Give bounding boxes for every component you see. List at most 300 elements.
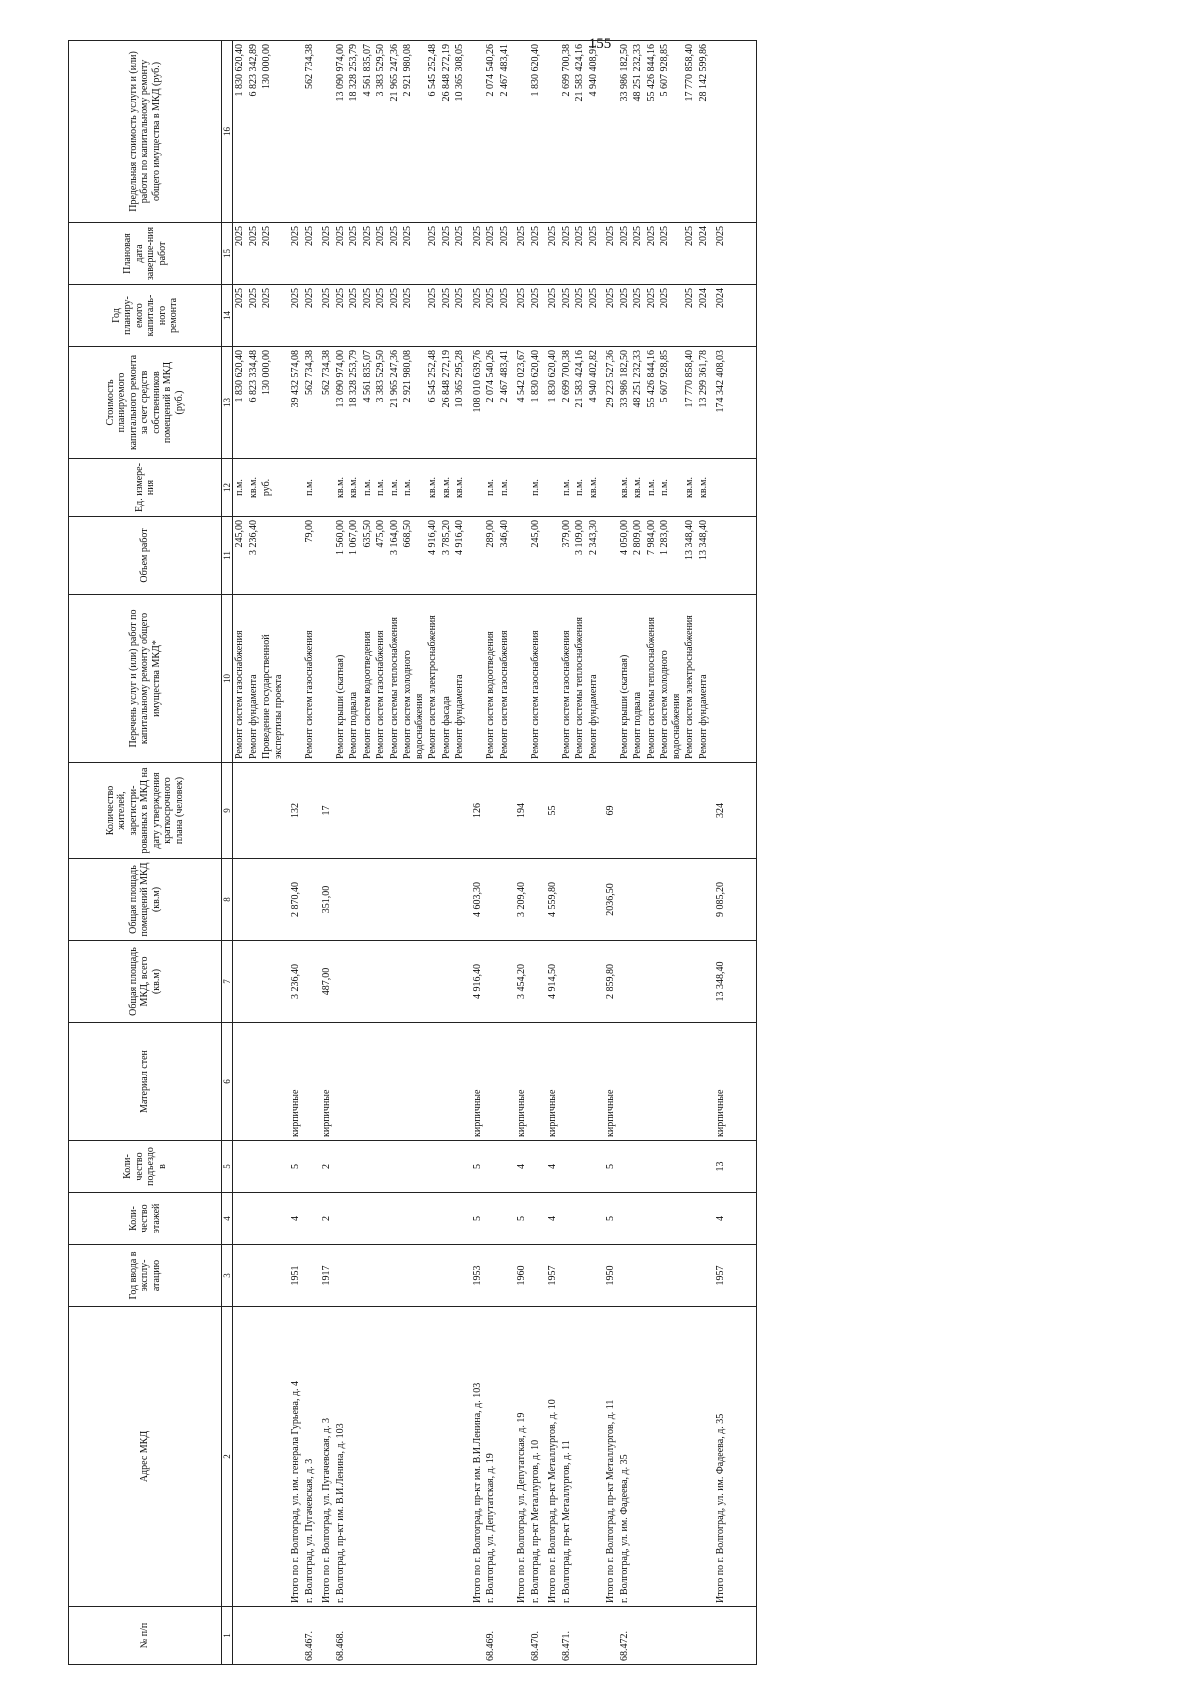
cell-year: 2025 bbox=[618, 285, 632, 347]
cell-end: 2025 bbox=[374, 223, 388, 285]
cell-vol: 3 236,40 bbox=[247, 517, 261, 595]
cell-year: 2025 bbox=[453, 285, 467, 347]
cell-entr: 2 bbox=[316, 1141, 334, 1193]
page-number: 155 bbox=[588, 36, 612, 52]
cell-unit: п.м. bbox=[303, 459, 317, 517]
cell-floors: 4 bbox=[542, 1193, 560, 1245]
cell-entr bbox=[233, 1141, 247, 1193]
cell-limit bbox=[511, 41, 529, 223]
cell-end: 2024 bbox=[697, 223, 711, 285]
cell-year: 2025 bbox=[645, 285, 659, 347]
cell-work: Ремонт систем газоснабжения bbox=[303, 595, 317, 763]
cell-num bbox=[388, 1607, 402, 1665]
column-header-3: Год ввода в эксплу-атацию bbox=[69, 1245, 222, 1307]
cell-built: 1953 bbox=[467, 1245, 485, 1307]
column-header-4: Коли-чество этажей bbox=[69, 1193, 222, 1245]
cell-entr bbox=[361, 1141, 375, 1193]
total-row bbox=[285, 41, 303, 1665]
cell-people bbox=[260, 763, 285, 859]
cell-work: Ремонт системы теплоснабжения bbox=[388, 595, 402, 763]
cell-vol: 379,00 bbox=[560, 517, 574, 595]
cell-vol bbox=[467, 517, 485, 595]
cell-work: Ремонт систем газоснабжения bbox=[233, 595, 247, 763]
cell-area bbox=[658, 941, 683, 1023]
cell-built bbox=[573, 1245, 587, 1307]
cell-area bbox=[697, 941, 711, 1023]
cell-area2 bbox=[498, 859, 512, 941]
cell-area: 2 859,80 bbox=[600, 941, 618, 1023]
cell-address bbox=[440, 1307, 454, 1607]
cell-walls bbox=[426, 1023, 440, 1141]
cell-unit bbox=[511, 459, 529, 517]
cell-address bbox=[247, 1307, 261, 1607]
cell-area bbox=[426, 941, 440, 1023]
cell-year: 2025 bbox=[467, 285, 485, 347]
cell-vol: 13 348,40 bbox=[697, 517, 711, 595]
cell-area: 13 348,40 bbox=[710, 941, 757, 1023]
column-number-row bbox=[222, 41, 233, 1665]
cell-area2 bbox=[631, 859, 645, 941]
cell-address: г. Волгоград, ул. Пугачевская, д. 3 bbox=[303, 1307, 317, 1607]
cell-floors bbox=[334, 1193, 348, 1245]
cell-area2 bbox=[453, 859, 467, 941]
cell-vol: 635,50 bbox=[361, 517, 375, 595]
cell-cost: 33 986 182,50 bbox=[618, 347, 632, 459]
cell-work bbox=[511, 595, 529, 763]
cell-limit: 2 074 540,26 bbox=[484, 41, 498, 223]
cell-walls bbox=[247, 1023, 261, 1141]
cell-end: 2025 bbox=[529, 223, 543, 285]
cell-area bbox=[388, 941, 402, 1023]
cell-year: 2025 bbox=[511, 285, 529, 347]
cell-area2 bbox=[573, 859, 587, 941]
cell-address: Итого по г. Волгоград, ул. Депутатская, д. 19 bbox=[511, 1307, 529, 1607]
column-number-8: 8 bbox=[222, 859, 233, 941]
cell-vol: 2 809,00 bbox=[631, 517, 645, 595]
cell-end: 2025 bbox=[347, 223, 361, 285]
cell-num: 68.467. bbox=[303, 1607, 317, 1665]
cell-address bbox=[233, 1307, 247, 1607]
cell-unit bbox=[542, 459, 560, 517]
cell-cost: 13 090 974,00 bbox=[334, 347, 348, 459]
cell-end: 2025 bbox=[631, 223, 645, 285]
cell-unit: п.м. bbox=[374, 459, 388, 517]
cell-walls bbox=[618, 1023, 632, 1141]
cell-area bbox=[334, 941, 348, 1023]
cell-cost: 17 770 858,40 bbox=[683, 347, 697, 459]
table-row bbox=[645, 41, 659, 1665]
cell-people bbox=[697, 763, 711, 859]
cell-floors bbox=[631, 1193, 645, 1245]
cell-cost: 21 583 424,16 bbox=[573, 347, 587, 459]
cell-walls bbox=[334, 1023, 348, 1141]
rotated-table-container bbox=[68, 40, 1123, 1665]
table-row bbox=[683, 41, 697, 1665]
cell-people bbox=[361, 763, 375, 859]
cell-address bbox=[697, 1307, 711, 1607]
cell-built bbox=[498, 1245, 512, 1307]
cell-people bbox=[529, 763, 543, 859]
column-header-10: Перечень услуг и (или) работ по капитальному ремонту общего имущества МКД* bbox=[69, 595, 222, 763]
cell-year: 2025 bbox=[303, 285, 317, 347]
column-header-5: Коли-чество подъездо в bbox=[69, 1141, 222, 1193]
cell-limit: 28 142 599,86 bbox=[697, 41, 711, 223]
cell-area2 bbox=[374, 859, 388, 941]
column-header-6: Материал стен bbox=[69, 1023, 222, 1141]
cell-built bbox=[484, 1245, 498, 1307]
cell-year: 2024 bbox=[710, 285, 757, 347]
cell-area bbox=[618, 941, 632, 1023]
cell-limit: 2 467 483,41 bbox=[498, 41, 512, 223]
cell-cost: 562 734,38 bbox=[316, 347, 334, 459]
header-row bbox=[69, 41, 222, 1665]
column-header-12: Ед. измере-ния bbox=[69, 459, 222, 517]
cell-num: 68.471. bbox=[560, 1607, 574, 1665]
column-header-16: Предельная стоимость услуги и (или) работы по капитальному ремонту общего имущества в МКД (руб.) bbox=[69, 41, 222, 223]
cell-walls: кирпичные bbox=[316, 1023, 334, 1141]
cell-built bbox=[260, 1245, 285, 1307]
cell-year: 2025 bbox=[233, 285, 247, 347]
cell-people bbox=[374, 763, 388, 859]
cell-limit: 2 699 700,38 bbox=[560, 41, 574, 223]
cell-built bbox=[697, 1245, 711, 1307]
cell-area2 bbox=[361, 859, 375, 941]
cell-limit: 17 770 858,40 bbox=[683, 41, 697, 223]
cell-floors bbox=[645, 1193, 659, 1245]
cell-people bbox=[388, 763, 402, 859]
cell-vol: 346,40 bbox=[498, 517, 512, 595]
cell-unit: кв.м. bbox=[618, 459, 632, 517]
cell-walls bbox=[587, 1023, 601, 1141]
cell-built bbox=[303, 1245, 317, 1307]
cell-num bbox=[285, 1607, 303, 1665]
cell-area2 bbox=[247, 859, 261, 941]
cell-area bbox=[303, 941, 317, 1023]
column-header-8: Общая площадь помещений МКД (кв.м) bbox=[69, 859, 222, 941]
cell-walls bbox=[560, 1023, 574, 1141]
cell-built bbox=[388, 1245, 402, 1307]
cell-area2: 2036,50 bbox=[600, 859, 618, 941]
cell-limit: 6 823 342,89 bbox=[247, 41, 261, 223]
cell-built bbox=[529, 1245, 543, 1307]
table-row bbox=[247, 41, 261, 1665]
cell-walls bbox=[683, 1023, 697, 1141]
cell-people bbox=[631, 763, 645, 859]
cell-area2 bbox=[697, 859, 711, 941]
column-number-5: 5 bbox=[222, 1141, 233, 1193]
cell-end: 2025 bbox=[401, 223, 426, 285]
cell-floors bbox=[587, 1193, 601, 1245]
cell-num bbox=[631, 1607, 645, 1665]
column-header-14: Год планиру-емого капиталь-ного ремонта bbox=[69, 285, 222, 347]
cell-limit: 5 607 928,85 bbox=[658, 41, 683, 223]
cell-end: 2025 bbox=[560, 223, 574, 285]
cell-address bbox=[683, 1307, 697, 1607]
table-row bbox=[587, 41, 601, 1665]
cell-cost: 39 432 574,08 bbox=[285, 347, 303, 459]
cell-walls: кирпичные bbox=[710, 1023, 757, 1141]
cell-floors bbox=[573, 1193, 587, 1245]
cell-walls: кирпичные bbox=[285, 1023, 303, 1141]
cell-walls: кирпичные bbox=[542, 1023, 560, 1141]
total-row bbox=[710, 41, 757, 1665]
cell-work bbox=[710, 595, 757, 763]
cell-work bbox=[316, 595, 334, 763]
table-row bbox=[374, 41, 388, 1665]
cell-built bbox=[658, 1245, 683, 1307]
cell-area2 bbox=[426, 859, 440, 941]
cell-unit bbox=[467, 459, 485, 517]
cell-floors bbox=[453, 1193, 467, 1245]
cell-work: Ремонт систем водоотведения bbox=[484, 595, 498, 763]
cell-area2: 4 603,30 bbox=[467, 859, 485, 941]
cell-limit bbox=[316, 41, 334, 223]
cell-limit: 10 365 308,05 bbox=[453, 41, 467, 223]
cell-walls bbox=[388, 1023, 402, 1141]
column-number-7: 7 bbox=[222, 941, 233, 1023]
cell-end: 2025 bbox=[600, 223, 618, 285]
table-row bbox=[498, 41, 512, 1665]
cell-entr bbox=[347, 1141, 361, 1193]
cell-vol: 3 109,00 bbox=[573, 517, 587, 595]
table-row bbox=[388, 41, 402, 1665]
cell-built bbox=[453, 1245, 467, 1307]
cell-area: 3 236,40 bbox=[285, 941, 303, 1023]
table-row bbox=[529, 41, 543, 1665]
cell-entr bbox=[247, 1141, 261, 1193]
cell-address: г. Волгоград, ул. им. Фадеева, д. 35 bbox=[618, 1307, 632, 1607]
cell-work: Ремонт систем электроснабжения bbox=[426, 595, 440, 763]
cell-cost: 26 848 272,19 bbox=[440, 347, 454, 459]
cell-address: г. Волгоград, пр-кт Металлургов, д. 11 bbox=[560, 1307, 574, 1607]
cell-floors bbox=[484, 1193, 498, 1245]
cell-end: 2025 bbox=[511, 223, 529, 285]
column-header-15: Плановая дата заверше-ния работ bbox=[69, 223, 222, 285]
cell-limit: 18 328 253,79 bbox=[347, 41, 361, 223]
cell-num bbox=[233, 1607, 247, 1665]
cell-num: 68.469. bbox=[484, 1607, 498, 1665]
cell-area2 bbox=[334, 859, 348, 941]
cell-entr bbox=[587, 1141, 601, 1193]
cell-vol: 245,00 bbox=[529, 517, 543, 595]
cell-entr bbox=[303, 1141, 317, 1193]
cell-cost: 562 734,38 bbox=[303, 347, 317, 459]
cell-area bbox=[498, 941, 512, 1023]
table-body bbox=[233, 41, 757, 1665]
cell-year: 2025 bbox=[560, 285, 574, 347]
cell-cost: 108 010 639,76 bbox=[467, 347, 485, 459]
cell-vol: 668,50 bbox=[401, 517, 426, 595]
cell-area2 bbox=[658, 859, 683, 941]
table-row bbox=[361, 41, 375, 1665]
cell-unit bbox=[316, 459, 334, 517]
cell-area2: 4 559,80 bbox=[542, 859, 560, 941]
table-row bbox=[334, 41, 348, 1665]
cell-unit: п.м. bbox=[658, 459, 683, 517]
cell-area bbox=[683, 941, 697, 1023]
cell-work: Ремонт систем электроснабжения bbox=[683, 595, 697, 763]
column-number-4: 4 bbox=[222, 1193, 233, 1245]
cell-floors bbox=[374, 1193, 388, 1245]
cell-year: 2025 bbox=[374, 285, 388, 347]
cell-limit bbox=[467, 41, 485, 223]
cell-cost: 6 823 334,48 bbox=[247, 347, 261, 459]
cell-vol: 1 283,00 bbox=[658, 517, 683, 595]
cell-num bbox=[587, 1607, 601, 1665]
cell-entr: 4 bbox=[542, 1141, 560, 1193]
cell-work: Ремонт системы теплоснабжения bbox=[645, 595, 659, 763]
cell-cost: 174 342 408,03 bbox=[710, 347, 757, 459]
cell-people: 17 bbox=[316, 763, 334, 859]
cell-people: 55 bbox=[542, 763, 560, 859]
cell-people bbox=[573, 763, 587, 859]
cell-entr bbox=[697, 1141, 711, 1193]
cell-people: 194 bbox=[511, 763, 529, 859]
cell-limit: 3 383 529,50 bbox=[374, 41, 388, 223]
cell-end: 2025 bbox=[710, 223, 757, 285]
cell-num bbox=[361, 1607, 375, 1665]
cell-built bbox=[560, 1245, 574, 1307]
cell-built: 1960 bbox=[511, 1245, 529, 1307]
cell-work: Ремонт систем холодного водоснабжения bbox=[401, 595, 426, 763]
table-row bbox=[440, 41, 454, 1665]
cell-people bbox=[560, 763, 574, 859]
cell-area2 bbox=[388, 859, 402, 941]
capital-repair-table bbox=[68, 40, 757, 1665]
total-row bbox=[542, 41, 560, 1665]
cell-area: 4 914,50 bbox=[542, 941, 560, 1023]
cell-cost: 4 542 023,67 bbox=[511, 347, 529, 459]
cell-vol: 4 050,00 bbox=[618, 517, 632, 595]
cell-built: 1951 bbox=[285, 1245, 303, 1307]
cell-year: 2024 bbox=[697, 285, 711, 347]
cell-people: 69 bbox=[600, 763, 618, 859]
cell-cost: 6 545 252,48 bbox=[426, 347, 440, 459]
cell-people bbox=[587, 763, 601, 859]
cell-unit: кв.м. bbox=[587, 459, 601, 517]
cell-unit: кв.м. bbox=[426, 459, 440, 517]
column-header-7: Общая площадь МКД, всего (кв.м) bbox=[69, 941, 222, 1023]
cell-entr: 5 bbox=[600, 1141, 618, 1193]
column-number-9: 9 bbox=[222, 763, 233, 859]
cell-cost: 2 699 700,38 bbox=[560, 347, 574, 459]
cell-limit: 1 830 620,40 bbox=[233, 41, 247, 223]
cell-floors bbox=[697, 1193, 711, 1245]
cell-num bbox=[440, 1607, 454, 1665]
cell-floors bbox=[233, 1193, 247, 1245]
cell-floors bbox=[618, 1193, 632, 1245]
cell-address bbox=[453, 1307, 467, 1607]
cell-limit: 13 090 974,00 bbox=[334, 41, 348, 223]
cell-vol: 2 343,30 bbox=[587, 517, 601, 595]
cell-vol: 4 916,40 bbox=[426, 517, 440, 595]
cell-unit: кв.м. bbox=[347, 459, 361, 517]
cell-address bbox=[645, 1307, 659, 1607]
cell-year: 2025 bbox=[683, 285, 697, 347]
cell-people: 132 bbox=[285, 763, 303, 859]
cell-unit: кв.м. bbox=[683, 459, 697, 517]
cell-vol: 13 348,40 bbox=[683, 517, 697, 595]
cell-limit: 2 921 980,08 bbox=[401, 41, 426, 223]
cell-work: Ремонт систем водоотведения bbox=[361, 595, 375, 763]
column-number-14: 14 bbox=[222, 285, 233, 347]
cell-vol: 7 984,00 bbox=[645, 517, 659, 595]
cell-people bbox=[645, 763, 659, 859]
cell-cost: 4 561 835,07 bbox=[361, 347, 375, 459]
cell-work: Ремонт фундамента bbox=[697, 595, 711, 763]
cell-built: 1950 bbox=[600, 1245, 618, 1307]
cell-area2 bbox=[683, 859, 697, 941]
cell-floors: 5 bbox=[600, 1193, 618, 1245]
cell-limit: 33 986 182,50 bbox=[618, 41, 632, 223]
cell-unit bbox=[710, 459, 757, 517]
cell-year: 2025 bbox=[658, 285, 683, 347]
cell-end: 2025 bbox=[573, 223, 587, 285]
cell-area2 bbox=[618, 859, 632, 941]
cell-limit: 26 848 272,19 bbox=[440, 41, 454, 223]
cell-address: г. Волгоград, пр-кт Металлургов, д. 10 bbox=[529, 1307, 543, 1607]
cell-floors: 4 bbox=[285, 1193, 303, 1245]
cell-people bbox=[484, 763, 498, 859]
cell-num: 68.470. bbox=[529, 1607, 543, 1665]
cell-vol: 4 916,40 bbox=[453, 517, 467, 595]
cell-built bbox=[683, 1245, 697, 1307]
cell-work: Ремонт подвала bbox=[347, 595, 361, 763]
cell-people bbox=[247, 763, 261, 859]
cell-limit bbox=[710, 41, 757, 223]
column-number-11: 11 bbox=[222, 517, 233, 595]
table-row bbox=[697, 41, 711, 1665]
cell-address bbox=[587, 1307, 601, 1607]
cell-entr bbox=[498, 1141, 512, 1193]
column-number-3: 3 bbox=[222, 1245, 233, 1307]
cell-entr bbox=[260, 1141, 285, 1193]
cell-area bbox=[361, 941, 375, 1023]
cell-end: 2025 bbox=[683, 223, 697, 285]
cell-area bbox=[453, 941, 467, 1023]
cell-entr bbox=[658, 1141, 683, 1193]
cell-work bbox=[467, 595, 485, 763]
cell-cost: 21 965 247,36 bbox=[388, 347, 402, 459]
cell-floors bbox=[426, 1193, 440, 1245]
cell-limit: 6 545 252,48 bbox=[426, 41, 440, 223]
column-header-1: № п/п bbox=[69, 1607, 222, 1665]
cell-unit: руб. bbox=[260, 459, 285, 517]
cell-address bbox=[426, 1307, 440, 1607]
cell-entr bbox=[560, 1141, 574, 1193]
cell-vol bbox=[285, 517, 303, 595]
cell-entr: 4 bbox=[511, 1141, 529, 1193]
column-number-1: 1 bbox=[222, 1607, 233, 1665]
table-row bbox=[303, 41, 317, 1665]
cell-cost: 3 383 529,50 bbox=[374, 347, 388, 459]
cell-floors bbox=[247, 1193, 261, 1245]
cell-people bbox=[426, 763, 440, 859]
cell-entr bbox=[334, 1141, 348, 1193]
table-row bbox=[618, 41, 632, 1665]
cell-area2: 2 870,40 bbox=[285, 859, 303, 941]
cell-num bbox=[247, 1607, 261, 1665]
cell-work: Ремонт систем газоснабжения bbox=[374, 595, 388, 763]
cell-cost: 48 251 232,33 bbox=[631, 347, 645, 459]
cell-end: 2025 bbox=[645, 223, 659, 285]
cell-area2 bbox=[560, 859, 574, 941]
cell-unit bbox=[285, 459, 303, 517]
cell-built bbox=[401, 1245, 426, 1307]
cell-vol: 3 785,20 bbox=[440, 517, 454, 595]
cell-work: Ремонт фасада bbox=[440, 595, 454, 763]
cell-work: Ремонт фундамента bbox=[453, 595, 467, 763]
